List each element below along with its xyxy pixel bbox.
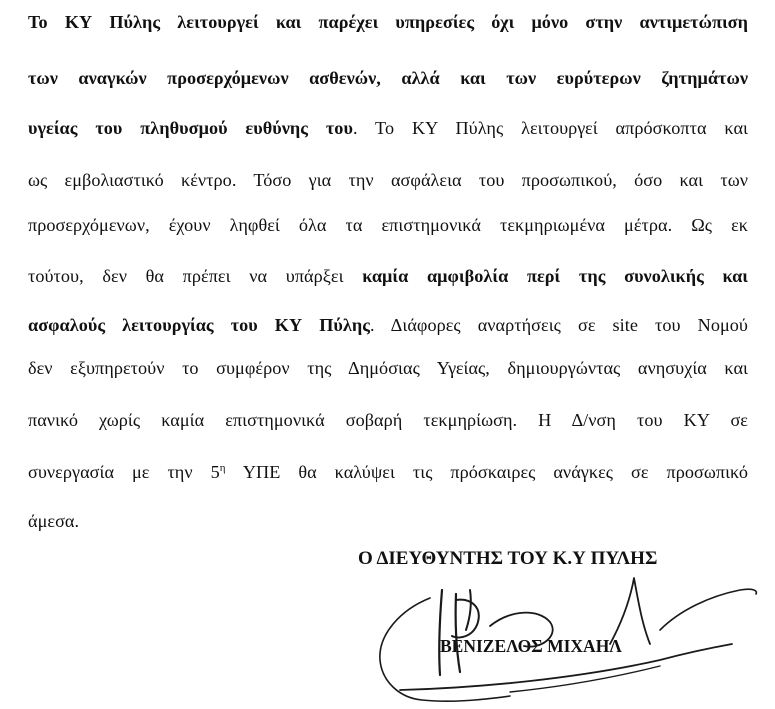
body-text: άμεσα. — [28, 511, 80, 531]
bold-text: ασφαλούς λειτουργίας του ΚΥ Πύλης — [28, 315, 370, 335]
body-text: ΥΠΕ θα καλύψει τις πρόσκαιρες ανάγκες σε προσωπικό — [225, 462, 749, 482]
bold-text: Το ΚΥ Πύλης λειτουργεί και παρέχει υπηρεσίες όχι μόνο στην αντιμετώπιση — [28, 12, 748, 32]
bold-text: υγείας του πληθυσμού ευθύνης του — [28, 118, 353, 138]
paragraph-line-4 — [28, 169, 748, 191]
paragraph-line-9 — [28, 409, 748, 431]
handwritten-signature — [360, 560, 760, 709]
bold-text: των αναγκών προσερχόμενων ασθενών, αλλά και των ευρύτερων ζητημάτων — [28, 68, 748, 88]
paragraph-line-2 — [28, 67, 748, 89]
paragraph-line-11 — [28, 510, 79, 532]
paragraph-line-7 — [28, 314, 748, 336]
body-text: δεν εξυπηρετούν το συμφέρον της Δημόσιας Υγείας, δημιουργώντας ανησυχία και — [28, 358, 748, 378]
paragraph-line-5 — [28, 214, 748, 236]
signatory-name: ΒΕΝΙΖΕΛΟΣ ΜΙΧΑΗΛ — [440, 636, 622, 656]
body-text: τούτου, δεν θα πρέπει να υπάρξει — [28, 266, 363, 286]
paragraph-line-3 — [28, 117, 748, 139]
paragraph-line-1 — [28, 11, 748, 33]
superscript: η — [219, 461, 226, 474]
paragraph-line-6 — [28, 265, 748, 287]
body-text: πανικό χωρίς καμία επιστημονικά σοβαρή τεκμηρίωση. Η Δ/νση του ΚΥ σε — [28, 410, 748, 430]
signatory-title: Ο ΔΙΕΥΘΥΝΤΗΣ ΤΟΥ Κ.Υ ΠΥΛΗΣ — [358, 548, 658, 569]
body-text: συνεργασία με την 5 — [28, 462, 220, 482]
paragraph-line-8 — [28, 357, 748, 379]
body-text: . Το ΚΥ Πύλης λειτουργεί απρόσκοπτα και — [352, 118, 748, 138]
body-text: . Διάφορες αναρτήσεις σε site του Νομού — [370, 315, 748, 335]
body-text: προσερχόμενων, έχουν ληφθεί όλα τα επιστημονικά τεκμηριωμένα μέτρα. Ως εκ — [28, 215, 748, 235]
bold-text: καμία αμφιβολία περί της συνολικής και — [362, 266, 748, 286]
body-text: ως εμβολιαστικό κέντρο. Τόσο για την ασφάλεια του προσωπικού, όσο και των — [28, 170, 748, 190]
paragraph-line-10 — [28, 461, 748, 483]
